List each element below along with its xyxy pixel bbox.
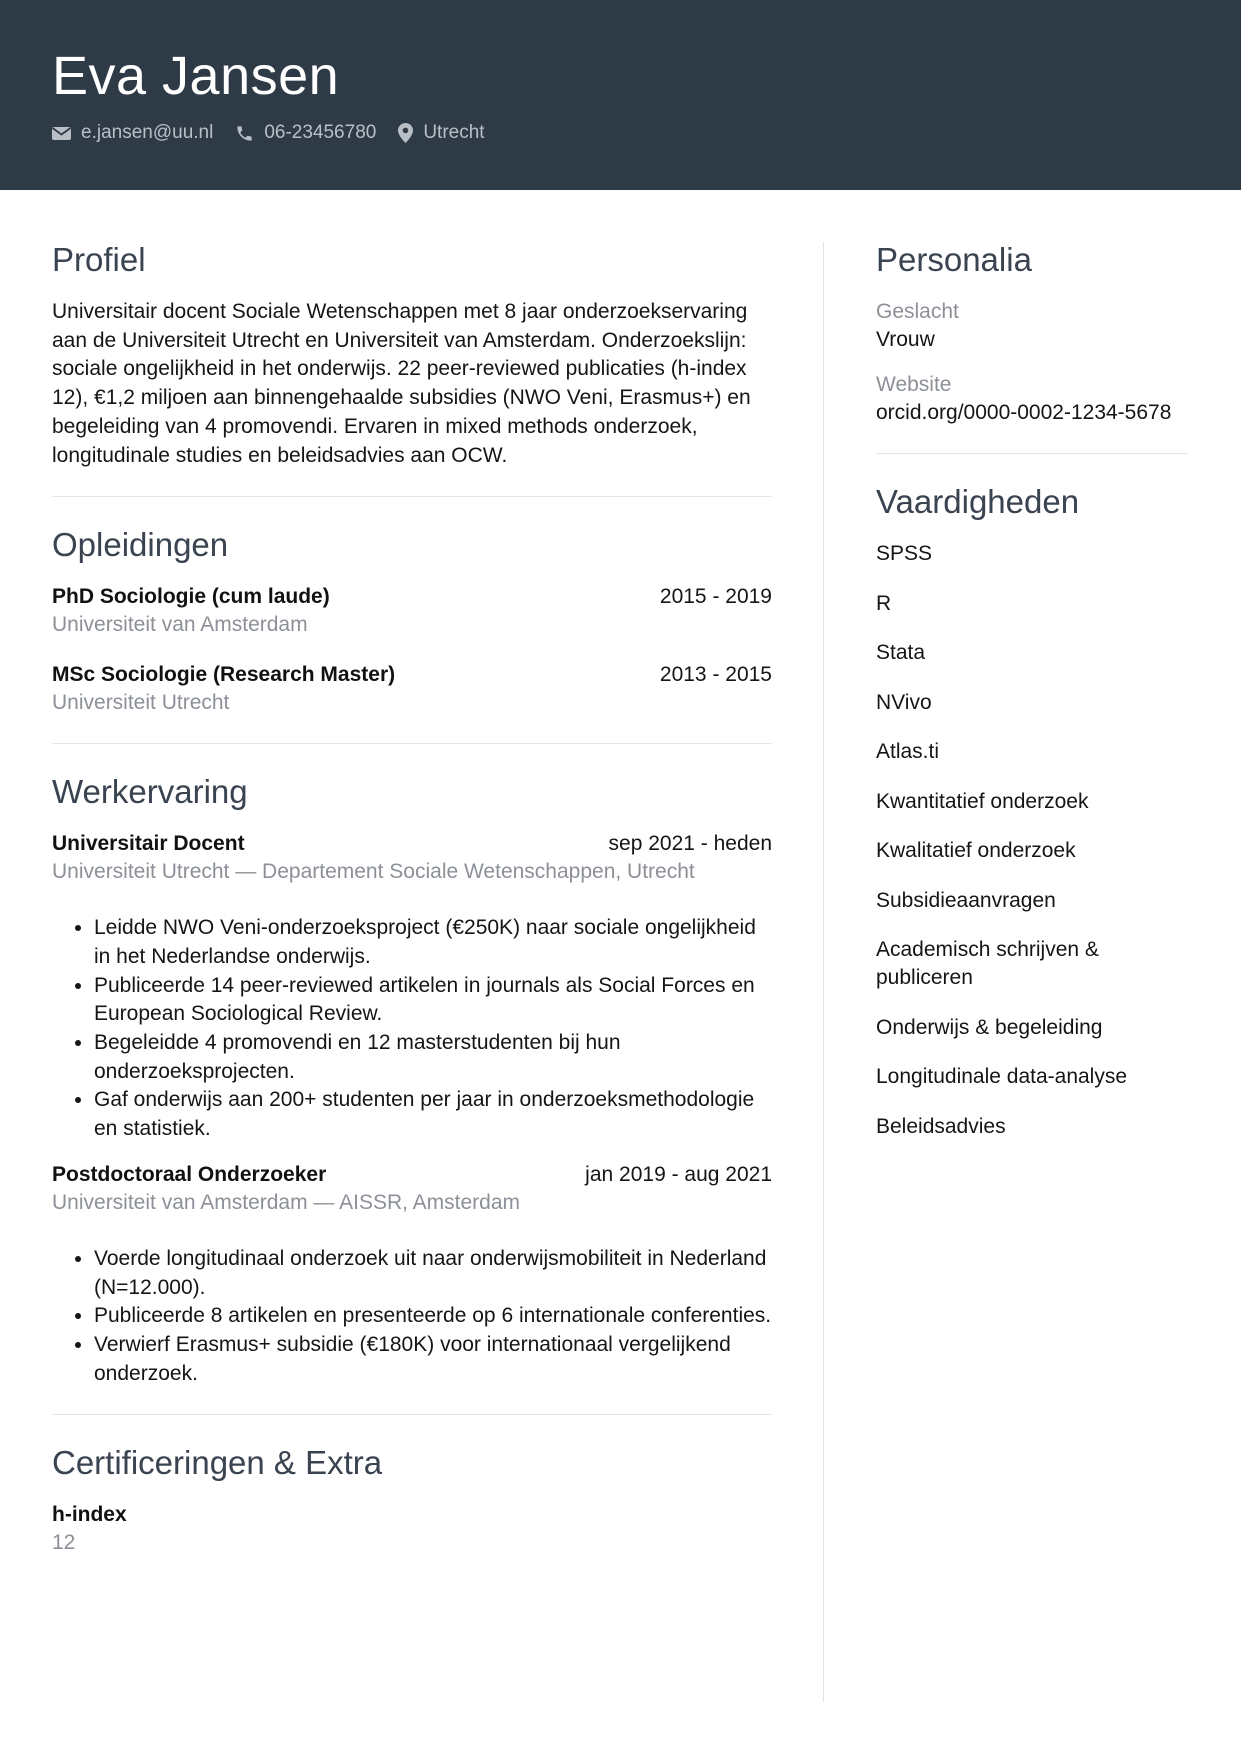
skill-item: SPSS (876, 542, 933, 566)
experience-section (52, 772, 772, 1388)
job-dates: sep 2021 - heden (608, 832, 772, 856)
profile-heading: Profiel (52, 241, 146, 278)
job-achievements (52, 914, 772, 1144)
map-pin-icon (398, 123, 413, 143)
skill-item: Stata (876, 641, 926, 665)
experience-entry (52, 830, 772, 1144)
main-column (52, 240, 772, 1557)
education-dates: 2015 - 2019 (659, 585, 772, 609)
list-item: • Publiceerde 8 artikelen en presenteerde op 6 internationale conferenties. (94, 1302, 772, 1331)
job-title: Universitair Docent (52, 832, 245, 856)
gender-field (876, 298, 1188, 355)
list-item: • Verwierf Erasmus+ subsidie (€180K) voor internationaal vergelijkend onderzoek. (94, 1331, 772, 1388)
certification-name: h-index (52, 1503, 127, 1527)
certifications-section (52, 1443, 772, 1557)
contact-email[interactable] (52, 122, 213, 144)
skills-section (876, 482, 1188, 1141)
list-item: • Gaf onderwijs aan 200+ studenten per jaar in onderzoeksmethodologie en statistiek. (94, 1086, 772, 1143)
gender-label: Geslacht (876, 300, 959, 323)
column-divider (823, 242, 824, 1702)
website-label: Website (876, 372, 952, 396)
section-divider (52, 496, 772, 497)
personal-section (876, 240, 1188, 427)
job-title: Postdoctoraal Onderzoeker (52, 1162, 327, 1186)
job-organization: Universiteit Utrecht — Departement Sociale Wetenschappen, Utrecht (52, 860, 695, 884)
skill-item: R (876, 591, 892, 615)
list-item: • Voerde longitudinaal onderzoek uit naar onderwijsmobiliteit in Nederland (N=12.000). (94, 1245, 772, 1302)
education-section (52, 525, 772, 717)
experience-heading: Werkervaring (52, 773, 248, 811)
education-degree: MSc Sociologie (Research Master) (52, 663, 396, 687)
skill-item: NVivo (876, 690, 932, 714)
certifications-heading: Certificeringen & Extra (52, 1444, 383, 1482)
skill-item: Academisch schrijven & publiceren (876, 938, 1099, 990)
skills-list (876, 540, 1188, 1141)
location-text: Utrecht (423, 122, 485, 143)
section-divider (52, 1414, 772, 1415)
skill-item: Atlas.ti (876, 740, 940, 764)
envelope-icon (52, 126, 71, 141)
skill-item: Beleidsadvies (876, 1114, 1006, 1138)
skills-heading: Vaardigheden (876, 483, 1080, 521)
gender-value: Vrouw (876, 328, 935, 351)
contact-phone[interactable] (235, 122, 376, 144)
education-institution: Universiteit Utrecht (52, 691, 230, 715)
profile-summary: Universitair docent Sociale Wetenschappen met 8 jaar onderzoekservaring aan de Universiteit Utrecht en Universiteit van Amsterdam. Onderzoekslijn: sociale ongelijkheid in het onderwijs. 22 peer-reviewed publicaties (h-index 12), €1,2 miljoen aan binnengehaalde subsidies (NWO Veni, Erasmus+) en begeleiding van 4 promovendi. Ervaren in mixed methods onderzoek, longitudinale studies en beleidsadvies aan OCW. (52, 300, 751, 467)
personal-heading: Personalia (876, 241, 1032, 278)
resume-header (0, 0, 1241, 190)
website-link[interactable]: orcid.org/0000-0002-1234-5678 (876, 400, 1172, 424)
skill-item: Longitudinale data-analyse (876, 1065, 1128, 1089)
education-degree: PhD Sociologie (cum laude) (52, 585, 330, 609)
skill-item: Kwantitatief onderzoek (876, 789, 1089, 813)
job-organization: Universiteit van Amsterdam — AISSR, Amsterdam (52, 1190, 520, 1214)
job-achievements (52, 1245, 772, 1389)
job-dates: jan 2019 - aug 2021 (585, 1162, 772, 1186)
phone-text: 06-23456780 (264, 122, 377, 143)
contact-location (398, 122, 484, 144)
skill-item: Onderwijs & begeleiding (876, 1015, 1103, 1039)
education-institution: Universiteit van Amsterdam (52, 613, 308, 637)
education-entry (52, 583, 772, 639)
phone-icon (235, 124, 254, 143)
education-entry (52, 661, 772, 717)
education-dates: 2013 - 2015 (659, 663, 772, 687)
section-divider (52, 743, 772, 744)
experience-entry (52, 1161, 772, 1389)
skill-item: Kwalitatief onderzoek (876, 839, 1076, 863)
email-text: e.jansen@uu.nl (81, 122, 214, 143)
list-item: • Publiceerde 14 peer-reviewed artikelen in journals als Social Forces en European Sociological Review. (94, 972, 772, 1029)
skill-item: Subsidieaanvragen (876, 888, 1056, 912)
contact-info (52, 122, 507, 144)
certification-value: 12 (52, 1531, 76, 1555)
certification-entry (52, 1501, 772, 1557)
list-item: • Leidde NWO Veni-onderzoeksproject (€250K) naar sociale ongelijkheid in het Nederlandse onderwijs. (94, 914, 772, 971)
list-item: • Begeleidde 4 promovendi en 12 masterstudenten bij hun onderzoeksprojecten. (94, 1029, 772, 1086)
website-field (876, 371, 1188, 428)
section-divider (876, 453, 1188, 454)
education-heading: Opleidingen (52, 526, 229, 564)
candidate-name: Eva Jansen (52, 46, 340, 106)
sidebar-column (876, 240, 1188, 1162)
profile-section (52, 240, 772, 470)
